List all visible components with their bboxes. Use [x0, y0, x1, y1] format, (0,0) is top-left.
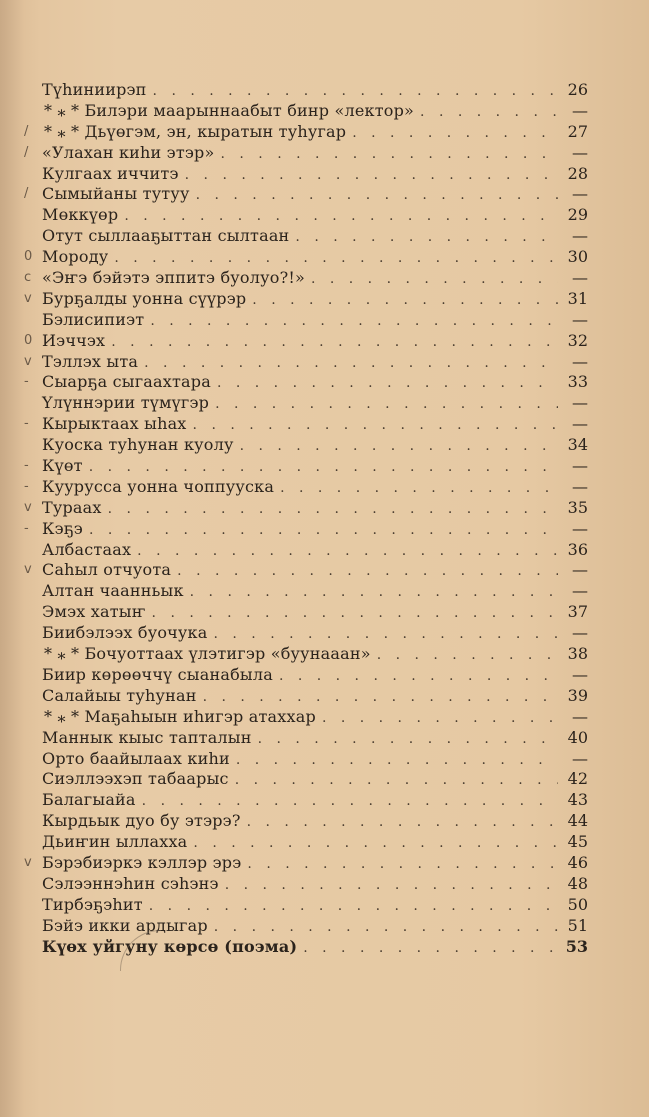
pencil-check-mark: /: [24, 186, 29, 202]
pencil-check-mark: -: [24, 478, 29, 494]
toc-entry-title: Эмэх хатыҥ: [42, 602, 146, 622]
toc-entry-title: Куурусса уонна чоппууска: [42, 476, 275, 496]
toc-entry-title: Мороду: [42, 247, 109, 267]
toc-entry-page-number: —: [572, 476, 588, 496]
toc-entry-title: Куоска туһунан куолу: [42, 435, 234, 455]
toc-entry-page-number: 32: [567, 330, 588, 350]
toc-entry: [42, 205, 588, 226]
toc-entry: [24, 247, 588, 268]
dot-leader: [240, 436, 558, 457]
toc-entry-page-number: —: [572, 414, 588, 434]
toc-entry-title: «Эҥэ бэйэтэ эппитэ буолуо?!»: [42, 268, 305, 288]
pencil-check-mark: c: [24, 270, 32, 286]
toc-entry: [42, 832, 588, 853]
toc-entry: [42, 226, 588, 247]
toc-entry-title: Отут сыллааҕыттан сылтаан: [42, 226, 290, 246]
toc-entry: [42, 80, 588, 101]
toc-entry-title: Күөх уйгуну көрсө (поэма): [42, 936, 298, 956]
toc-entry-title: Иэччэх: [42, 330, 106, 350]
toc-entry: [24, 497, 588, 519]
toc-entry: [42, 602, 588, 623]
dot-leader: [124, 206, 558, 227]
dot-leader: [279, 666, 558, 687]
toc-entry: [42, 101, 588, 122]
toc-entry: [42, 435, 588, 456]
dot-leader: [236, 750, 558, 771]
dot-leader: [190, 582, 558, 603]
dot-leader: [247, 812, 558, 833]
toc-entry-title: Кырыктаах ыһах: [42, 414, 187, 434]
toc-entry-page-number: —: [572, 581, 588, 601]
toc-entry-title: Кэҕэ: [42, 518, 83, 538]
toc-entry-page-number: 29: [567, 205, 588, 225]
toc-entry: [24, 330, 588, 352]
toc-entry-title: * ⁎ * Бочуоттаах үлэтигэр «буунааан»: [44, 644, 371, 664]
toc-entry: [24, 414, 588, 435]
toc-entry: [42, 916, 588, 937]
toc-entry: [42, 895, 588, 916]
toc-entry-page-number: 37: [567, 602, 588, 622]
toc-entry: [24, 121, 588, 143]
dot-leader: [225, 875, 558, 896]
pencil-check-mark: v: [24, 290, 32, 306]
pencil-check-mark: 0: [24, 249, 33, 265]
pencil-check-mark: -: [24, 520, 29, 536]
toc-entry: [42, 790, 588, 811]
toc-entry-title: Сымыйаны тутуу: [42, 184, 190, 204]
toc-entry-title: Албастаах: [42, 539, 132, 559]
pencil-check-mark: v: [24, 854, 32, 870]
toc-entry-page-number: —: [572, 100, 588, 120]
dot-leader: [114, 248, 558, 269]
toc-entry-page-number: —: [572, 309, 588, 329]
toc-entry-title: Мөккүөр: [42, 205, 119, 225]
dot-leader: [311, 269, 558, 290]
toc-entry-title: Сиэллээхэп табаарыс: [42, 769, 229, 789]
toc-entry: [42, 811, 588, 832]
toc-entry: [42, 540, 588, 561]
toc-entry: [42, 164, 588, 185]
toc-entry-page-number: 31: [567, 288, 588, 308]
toc-entry-title: Түһиниирэп: [42, 80, 147, 99]
toc-entry: [24, 288, 588, 310]
dot-leader: [215, 394, 558, 415]
dot-leader: [185, 165, 558, 186]
dot-leader: [295, 227, 558, 248]
toc-entry-title: Балагыайа: [42, 790, 136, 810]
toc-entry-title: Кулгаах иччитэ: [42, 163, 179, 183]
pencil-check-mark: v: [24, 499, 32, 515]
toc-entry-title: Үлүннэрии түмүгэр: [42, 393, 210, 413]
toc-entry: [42, 686, 588, 707]
toc-entry-page-number: 38: [567, 644, 588, 664]
toc-entry-title: * ⁎ * Маҕаһыын иһигэр атаххар: [44, 706, 316, 726]
dot-leader: [217, 373, 558, 394]
pencil-check-mark: v: [24, 562, 32, 578]
toc-entry-title: * ⁎ * Билэри маарыннаабыт бинр «лектор»: [44, 100, 415, 120]
toc-entry: [42, 581, 588, 602]
toc-entry: [24, 476, 588, 498]
pencil-check-mark: /: [24, 144, 29, 160]
toc-entry-page-number: 43: [567, 790, 588, 810]
toc-entry-title: Бэйэ икки ардыгар: [42, 915, 208, 935]
toc-entry-page-number: —: [572, 268, 588, 288]
pencil-check-mark: /: [24, 123, 29, 139]
dot-leader: [252, 290, 558, 311]
dot-leader: [193, 415, 558, 436]
toc-entry: [42, 707, 588, 728]
table-of-contents: [24, 80, 588, 957]
dot-leader: [150, 311, 558, 332]
toc-entry: [24, 351, 588, 373]
toc-entry: [42, 310, 588, 331]
dot-leader: [214, 624, 559, 645]
toc-entry: [42, 874, 588, 895]
toc-entry: [24, 268, 588, 289]
dot-leader: [149, 896, 558, 917]
toc-entry-page-number: —: [572, 706, 588, 726]
toc-entry: [42, 623, 588, 644]
dot-leader: [303, 938, 558, 959]
toc-entry: [42, 728, 588, 749]
toc-entry-page-number: —: [572, 518, 588, 538]
toc-entry-title: Күөт: [42, 456, 83, 476]
toc-entry-title: Орто баайылаах киһи: [42, 748, 230, 768]
toc-entry-title: Сыарҕа сыгаахтара: [42, 372, 211, 392]
toc-entry: [42, 769, 588, 790]
toc-entry: [24, 560, 588, 581]
toc-entry-page-number: —: [572, 142, 588, 162]
toc-entry-page-number: 46: [567, 852, 588, 872]
dot-leader: [235, 770, 558, 791]
dot-leader: [142, 791, 558, 812]
dot-leader: [144, 353, 558, 374]
toc-entry-page-number: 30: [567, 247, 588, 267]
toc-entry: [42, 644, 588, 665]
page-binding-shadow: [0, 0, 24, 1117]
toc-entry-title: Бэрэбиэркэ кэллэр эрэ: [42, 852, 242, 872]
toc-entry-title: Сэлээннэһин сэһэнэ: [42, 873, 219, 893]
toc-entry-page-number: 34: [567, 435, 588, 455]
toc-entry-title: Саһыл отчуота: [42, 560, 172, 580]
dot-leader: [152, 603, 558, 624]
toc-entry-title: * ⁎ * Дьүөгэм, эн, кыратын туһугар: [44, 121, 347, 141]
pencil-check-mark: -: [24, 458, 29, 474]
toc-entry-page-number: 36: [567, 539, 588, 559]
toc-entry-page-number: —: [572, 351, 588, 371]
toc-entry: [24, 142, 588, 164]
dot-leader: [377, 645, 558, 666]
toc-entry: [42, 393, 588, 414]
dot-leader: [203, 687, 558, 708]
toc-entry-title: Тэллэх ыта: [42, 351, 139, 371]
dot-leader: [177, 561, 558, 582]
toc-entry-page-number: 50: [567, 894, 588, 914]
toc-entry: [24, 184, 588, 205]
dot-leader: [111, 332, 558, 353]
dot-leader: [214, 917, 558, 938]
toc-entry-title: Салайыы туһунан: [42, 685, 197, 705]
toc-entry-page-number: 39: [567, 685, 588, 705]
toc-entry-page-number: 53: [565, 936, 588, 956]
dot-leader: [89, 520, 558, 541]
toc-entry-title: Кырдьык дуо бу этэрэ?: [42, 811, 241, 831]
toc-entry-title: Биир көрөөччү сыанабыла: [42, 664, 273, 684]
toc-entry-page-number: —: [572, 560, 588, 580]
dot-leader: [153, 81, 558, 102]
toc-entry-page-number: 35: [567, 497, 588, 517]
dot-leader: [280, 478, 558, 499]
pencil-check-mark: 0: [24, 332, 33, 348]
toc-entry-page-number: —: [572, 623, 588, 643]
toc-entry: [42, 665, 588, 686]
toc-entry: [24, 372, 588, 393]
toc-entry-page-number: 40: [567, 727, 588, 747]
toc-entry-title: Тирбэҕэһит: [42, 894, 143, 914]
toc-entry-page-number: 26: [567, 80, 588, 99]
dot-leader: [322, 708, 558, 729]
toc-entry-title: Тураах: [42, 497, 102, 517]
toc-entry: [24, 518, 588, 540]
toc-entry-page-number: —: [572, 748, 588, 768]
dot-leader: [352, 123, 558, 144]
toc-entry-page-number: 48: [567, 873, 588, 893]
pencil-check-mark: -: [24, 374, 29, 390]
toc-entry-title: Бурҕалды уонна сүүрэр: [42, 288, 247, 308]
dot-leader: [258, 729, 558, 750]
toc-entry-page-number: 27: [567, 121, 588, 141]
toc-entry-title: Дьиҥин ыллахха: [42, 832, 188, 852]
dot-leader: [196, 185, 558, 206]
dot-leader: [221, 144, 559, 165]
toc-entry-page-number: —: [572, 226, 588, 246]
toc-entry-page-number: —: [572, 393, 588, 413]
dot-leader: [89, 457, 558, 478]
toc-entry: [24, 456, 588, 477]
dot-leader: [247, 854, 558, 875]
toc-entry-title: Биибэлээх буочука: [42, 623, 208, 643]
toc-entry-page-number: 42: [567, 769, 588, 789]
toc-entry-page-number: —: [572, 184, 588, 204]
toc-entry-page-number: —: [572, 664, 588, 684]
toc-entry-title: Бэлисипиэт: [42, 309, 145, 329]
toc-entry-page-number: 44: [567, 811, 588, 831]
toc-entry-page-number: 28: [567, 163, 588, 183]
toc-entry-page-number: 51: [567, 915, 588, 935]
pencil-check-mark: -: [24, 416, 29, 432]
dot-leader: [193, 833, 558, 854]
toc-entry: [42, 749, 588, 770]
dot-leader: [108, 499, 558, 520]
toc-entry: [24, 852, 588, 874]
pencil-check-mark: v: [24, 353, 32, 369]
dot-leader: [137, 541, 558, 562]
toc-entry-title: Маннык кыыс тапталын: [42, 727, 252, 747]
toc-entry-page-number: —: [572, 456, 588, 476]
toc-entry-page-number: 33: [567, 372, 588, 392]
toc-entry-title: Алтан чаанньык: [42, 581, 184, 601]
toc-entry-page-number: 45: [567, 832, 588, 852]
toc-entry-title: «Улахан киһи этэр»: [42, 142, 215, 162]
dot-leader: [420, 102, 558, 123]
